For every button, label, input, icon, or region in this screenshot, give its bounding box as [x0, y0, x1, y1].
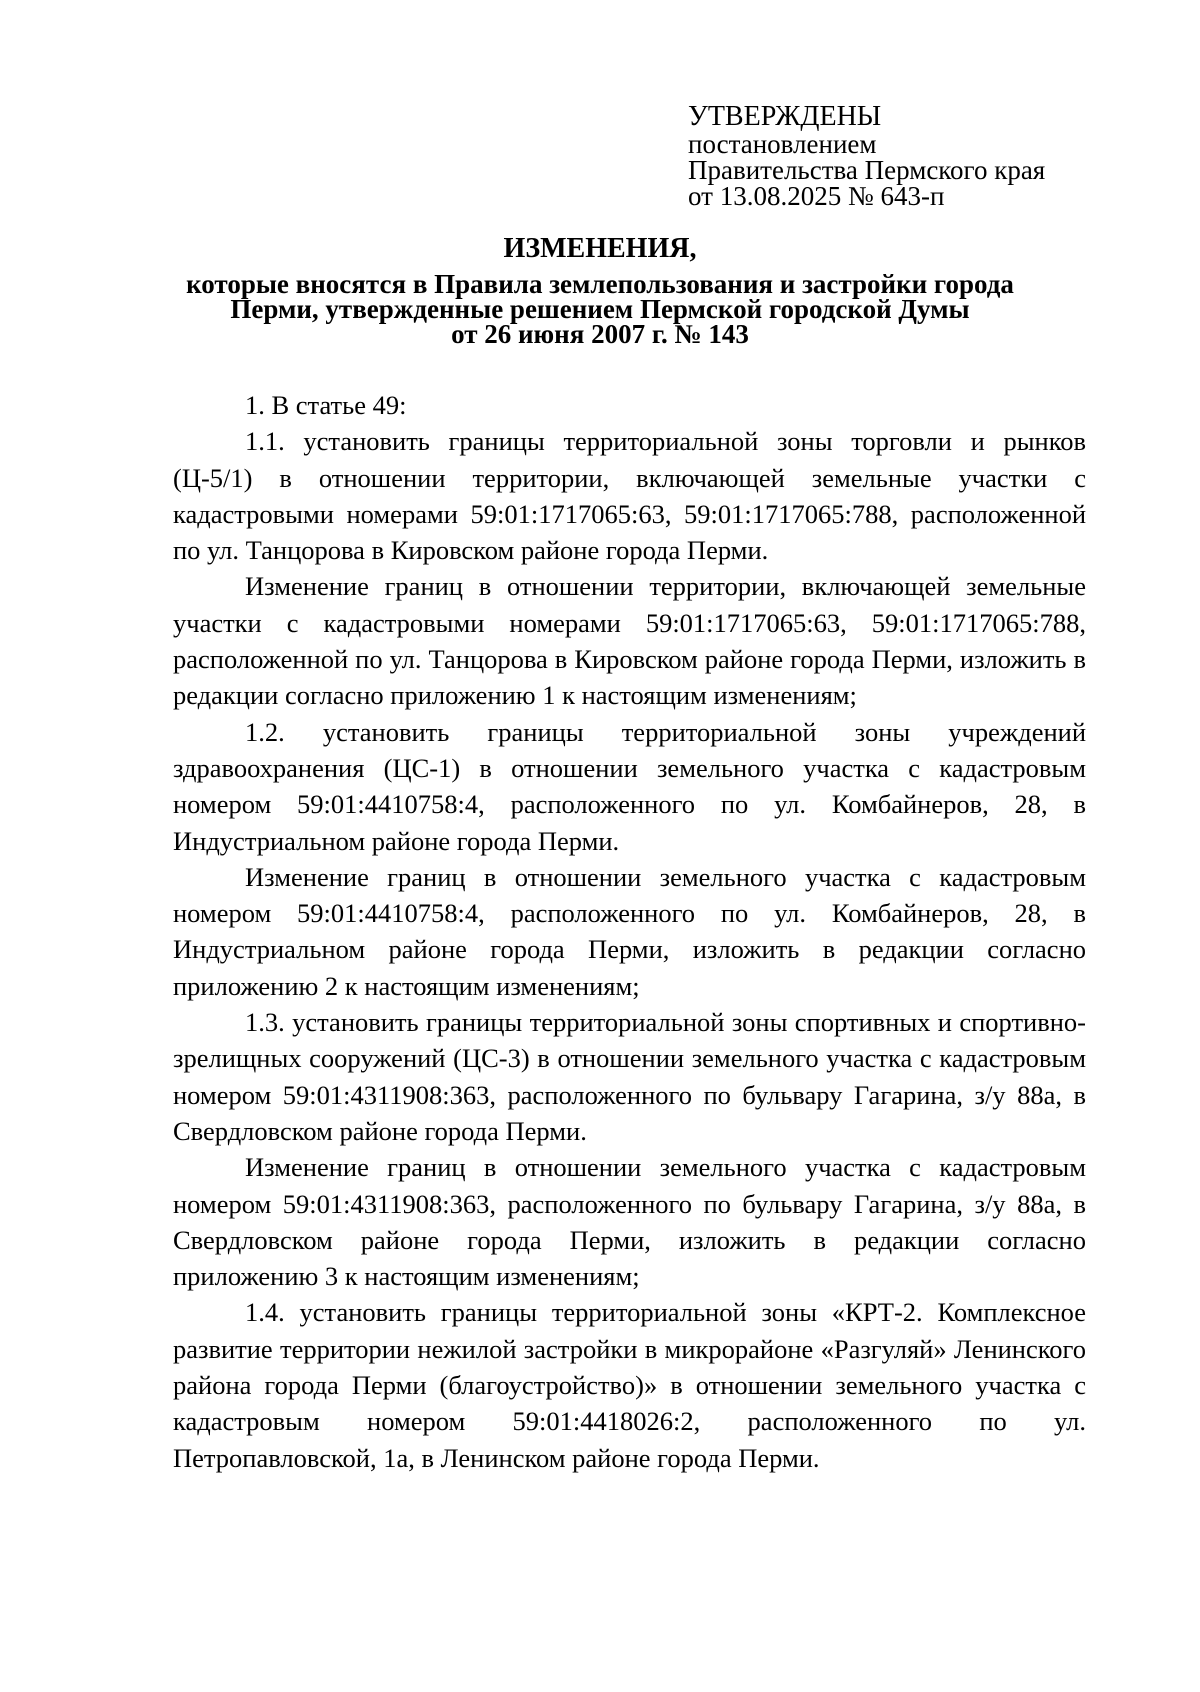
paragraph-1-1-change: Изменение границ в отношении территории, включающей земельные участки с кадастровыми номерами 59:01:1717065:63, 59:01:1717065:788, расположенной по ул. Танцорова в Кировском районе города Перми, изложить в редакции согласно приложению 1 к настоящим изменениям; — [173, 571, 1086, 711]
paragraph-1-2-change: Изменение границ в отношении земельного участка с кадастровым номером 59:01:4410758:4, расположенного по ул. Комбайнеров, 28, в Индустриальном районе города Перми, изложить в редакции согласно приложению 2 к настоящим изменениям; — [173, 861, 1086, 1001]
document-subtitle — [0, 269, 1200, 349]
approval-line-2: Правительства Пермского края — [688, 155, 1046, 185]
paragraph-article: 1. В статье 49: — [245, 390, 407, 420]
approval-stamp — [688, 103, 1158, 209]
paragraph-1-2: 1.2. установить границы территориальной зоны учреждений здравоохранения (ЦС-1) в отношении земельного участка с кадастровым номером 59:01:4410758:4, расположенного по ул. Комбайнеров, 28, в Индустриальном районе города Перми. — [173, 716, 1086, 856]
subtitle-line-2: Перми, утвержденные решением Пермской городской Думы — [230, 294, 970, 324]
paragraph-1-3-change: Изменение границ в отношении земельного участка с кадастровым номером 59:01:4311908:363, расположенного по бульвару Гагарина, з/у 88а, в Свердловском районе города Перми, изложить в редакции согласно приложению 3 к настоящим изменениям; — [173, 1152, 1086, 1292]
paragraph-1-4: 1.4. установить границы территориальной зоны «КРТ-2. Комплексное развитие территории нежилой застройки в микрорайоне «Разгуляй» Ленинского района города Перми (благоустройство)» в отношении земельного участка с кадастровым номером 59:01:4418026:2, расположенного по ул. Петропавловской, 1а, в Ленинском районе города Перми. — [173, 1297, 1086, 1473]
document-title: ИЗМЕНЕНИЯ, — [503, 233, 697, 264]
paragraph-1-3: 1.3. установить границы территориальной зоны спортивных и спортивно-зрелищных сооружений (ЦС-3) в отношении земельного участка с кадастровым номером 59:01:4311908:363, расположенного по бульвару Гагарина, з/у 88а, в Свердловском районе города Перми. — [173, 1007, 1086, 1146]
approval-line-1: постановлением — [688, 129, 877, 159]
paragraph-1-1: 1.1. установить границы территориальной зоны торговли и рынков (Ц-5/1) в отношении территории, включающей земельные участки с кадастровыми номерами 59:01:1717065:63, 59:01:1717065:788, расположенной по ул. Танцорова в Кировском районе города Перми. — [173, 426, 1086, 566]
approval-title: УТВЕРЖДЕНЫ — [688, 101, 882, 132]
document-body — [173, 387, 1086, 1476]
subtitle-line-1: которые вносятся в Правила землепользования и застройки города — [186, 269, 1014, 299]
approval-line-3: от 13.08.2025 № 643-п — [688, 181, 945, 211]
subtitle-line-3: от 26 июня 2007 г. № 143 — [451, 319, 749, 349]
